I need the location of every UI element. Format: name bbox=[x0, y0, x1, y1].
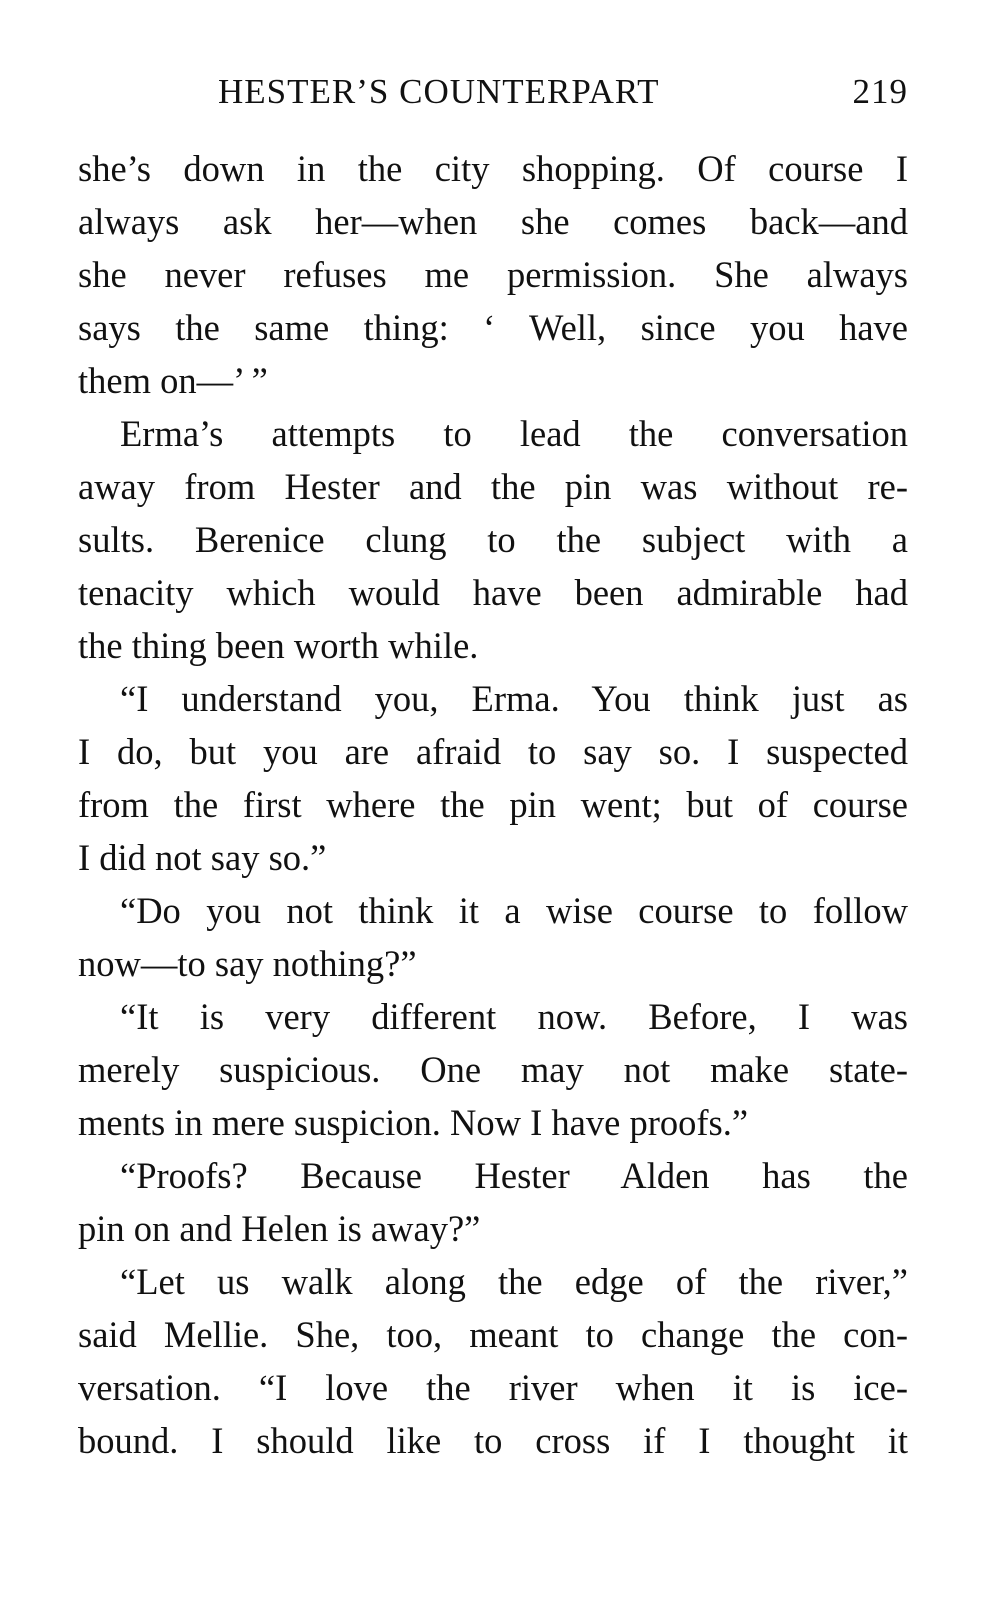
text-line: Erma’s attempts to lead the conversation bbox=[120, 413, 908, 454]
running-title: HESTER’S COUNTERPART bbox=[218, 72, 660, 111]
text-line: “I understand you, Erma. You think just as bbox=[120, 678, 908, 719]
text-line: bound. I should like to cross if I thought it bbox=[78, 1420, 908, 1461]
text-line: versation. “I love the river when it is ice- bbox=[78, 1367, 908, 1408]
text-line: I did not say so.” bbox=[78, 837, 327, 878]
text-line: merely suspicious. One may not make state- bbox=[78, 1049, 908, 1090]
text-line: she’s down in the city shopping. Of course I bbox=[78, 148, 908, 189]
text-line: from the first where the pin went; but of course bbox=[78, 784, 908, 825]
book-page bbox=[78, 62, 908, 1562]
text-line: “Do you not think it a wise course to follow bbox=[120, 890, 908, 931]
text-line: pin on and Helen is away?” bbox=[78, 1208, 481, 1249]
text-line: ments in mere suspicion. Now I have proofs.” bbox=[78, 1102, 749, 1143]
text-line: “Let us walk along the edge of the river,” bbox=[120, 1261, 908, 1302]
text-line: “It is very different now. Before, I was bbox=[120, 996, 908, 1037]
text-line: she never refuses me permission. She always bbox=[78, 254, 908, 295]
text-line: says the same thing: ‘ Well, since you have bbox=[78, 307, 908, 348]
text-line: now—to say nothing?” bbox=[78, 943, 417, 984]
text-line: “Proofs? Because Hester Alden has the bbox=[120, 1155, 908, 1196]
text-line: tenacity which would have been admirable had bbox=[78, 572, 908, 613]
page-number: 219 bbox=[852, 72, 908, 111]
text-line: them on—’ ” bbox=[78, 360, 268, 401]
text-line: I do, but you are afraid to say so. I suspected bbox=[78, 731, 908, 772]
text-line: said Mellie. She, too, meant to change the con- bbox=[78, 1314, 908, 1355]
text-line: always ask her—when she comes back—and bbox=[78, 201, 908, 242]
running-head bbox=[78, 62, 908, 122]
body-text bbox=[78, 142, 908, 1467]
text-line: away from Hester and the pin was without re- bbox=[78, 466, 908, 507]
text-line: sults. Berenice clung to the subject with a bbox=[78, 519, 908, 560]
text-line: the thing been worth while. bbox=[78, 625, 479, 666]
